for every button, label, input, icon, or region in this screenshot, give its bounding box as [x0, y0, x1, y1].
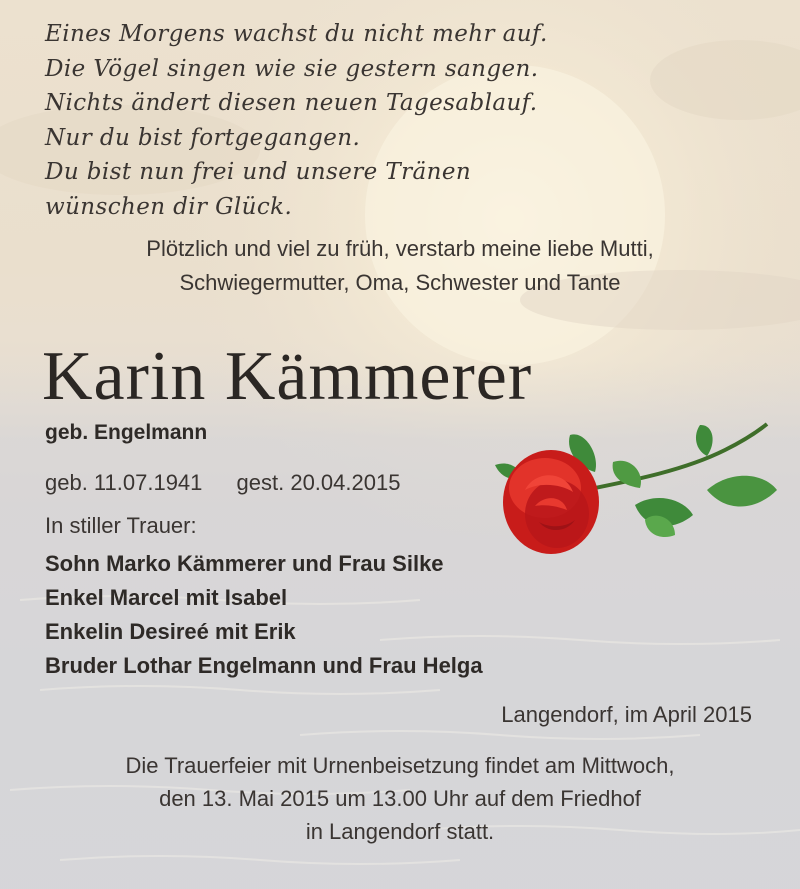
- announcement-intro: [0, 232, 800, 300]
- funeral-line: Die Trauerfeier mit Urnenbeisetzung findet am Mittwoch,: [125, 753, 675, 778]
- mourner-entry: Enkel Marcel mit Isabel: [45, 585, 288, 610]
- red-rose-icon: [495, 410, 785, 570]
- poem-line: Nichts ändert diesen neuen Tagesablauf.: [45, 90, 538, 117]
- mourner-entry: Enkelin Desireé mit Erik: [45, 619, 296, 644]
- poem-line: Du bist nun frei und unsere Tränen: [45, 159, 472, 186]
- poem-line: wünschen dir Glück.: [45, 193, 293, 220]
- rose-leaf: [696, 425, 713, 456]
- intro-line: Schwiegermutter, Oma, Schwester und Tante: [179, 270, 621, 295]
- life-dates: [45, 470, 400, 496]
- poem: [45, 17, 548, 225]
- birth-date: geb. 11.07.1941: [45, 470, 203, 495]
- rose-leaf: [707, 476, 777, 507]
- poem-line: Eines Morgens wachst du nicht mehr auf.: [45, 21, 548, 47]
- mourner-entry: Sohn Marko Kämmerer und Frau Silke: [45, 551, 444, 576]
- birth-name: geb. Engelmann: [45, 421, 208, 444]
- mourners-list: [45, 547, 483, 683]
- poem-line: Nur du bist fortgegangen.: [45, 124, 361, 151]
- mourning-label: In stiller Trauer:: [45, 513, 197, 538]
- rose-petal: [525, 480, 589, 548]
- intro-line: Plötzlich und viel zu früh, verstarb meine liebe Mutti,: [146, 236, 654, 261]
- deceased-name: Karin Kämmerer: [42, 338, 533, 415]
- funeral-line: in Langendorf statt.: [305, 819, 495, 844]
- place-and-date: Langendorf, im April 2015: [501, 702, 752, 727]
- funeral-details: [0, 749, 800, 848]
- death-date: gest. 20.04.2015: [236, 470, 401, 495]
- poem-line: Die Vögel singen wie sie gestern sangen.: [45, 55, 539, 82]
- mourner-entry: Bruder Lothar Engelmann und Frau Helga: [45, 653, 483, 678]
- funeral-line: den 13. Mai 2015 um 13.00 Uhr auf dem Friedhof: [159, 786, 641, 811]
